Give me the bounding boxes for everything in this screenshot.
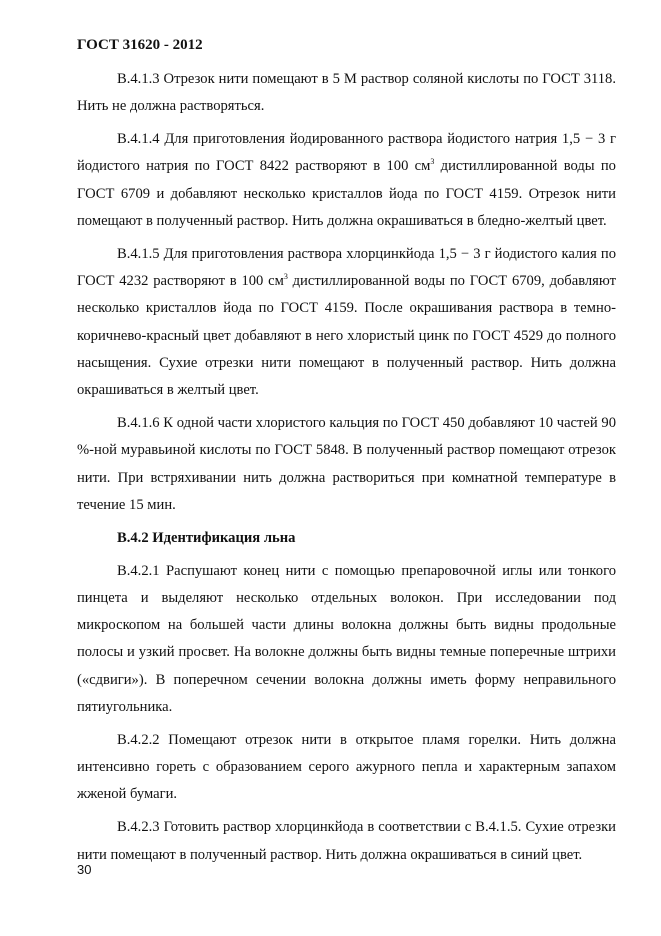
paragraph-b-4-2-2: В.4.2.2 Помещают отрезок нити в открытое пламя горелки. Нить должна интенсивно гореть с образованием серого ажурного пепла и характерным запахом жженой бумаги.	[77, 731, 616, 803]
paragraph-b-4-1-5	[77, 241, 616, 405]
document-header: ГОСТ 31620 - 2012	[77, 37, 203, 53]
paragraph-b-4-1-6: В.4.1.6 К одной части хлористого кальция по ГОСТ 450 добавляют 10 частей 90 %-ной муравьиной кислоты по ГОСТ 5848. В полученный раствор помещают отрезок нити. При встряхивании нить должна раствориться при комнатной температуре в течение 15 мин.	[77, 415, 616, 513]
superscript: 3	[430, 157, 435, 167]
document-body	[77, 66, 616, 874]
paragraph-text: дистиллированной воды по ГОСТ 6709 и добавляют несколько кристаллов йода по ГОСТ 4159. Отрезок нити помещают в полученный раствор. Нить должна окрашиваться в бледно-желтый цвет.	[77, 158, 616, 229]
paragraph-text: дистиллированной воды по ГОСТ 6709, добавляют несколько кристаллов йода по ГОСТ 4159. После окрашивания раствора в темно-коричнево-красный цвет добавляют в него хлористый цинк по ГОСТ 4529 до полного насыщения. Сухие отрезки нити помещают в полученный раствор. Нить должна окрашиваться в желтый цвет.	[77, 273, 616, 399]
paragraph-b-4-1-4	[77, 126, 616, 235]
paragraph-b-4-2-1: В.4.2.1 Распушают конец нити с помощью препаровочной иглы или тонкого пинцета и выделяют несколько отдельных волокон. При исследовании под микроскопом на большей части длины волокна должны быть видны продольные полосы и узкий просвет. На волокне должны быть видны темные поперечные штрихи («сдвиги»). В поперечном сечении волокна должны иметь форму неправильного пятиугольника.	[77, 562, 616, 716]
page-number: 30	[77, 862, 92, 877]
section-heading-b-4-2: В.4.2 Идентификация льна	[117, 529, 296, 546]
paragraph-b-4-1-3: В.4.1.3 Отрезок нити помещают в 5 М раствор соляной кислоты по ГОСТ 3118. Нить не должна растворяться.	[77, 71, 616, 115]
superscript: 3	[283, 272, 288, 282]
paragraph-text: В.4.1.5 Для приготовления раствора хлорцинкйода 1,5 − 3 г йодистого калия по ГОСТ 4232 растворяют в 100 см	[77, 245, 616, 290]
paragraph-b-4-2-3: В.4.2.3 Готовить раствор хлорцинкйода в соответствии с В.4.1.5. Сухие отрезки нити помещают в полученный раствор. Нить должна окрашиваться в синий цвет.	[77, 819, 616, 863]
paragraph-text: В.4.1.4 Для приготовления йодированного раствора йодистого натрия 1,5 − 3 г йодистого натрия по ГОСТ 8422 растворяют в 100 см	[77, 131, 616, 175]
